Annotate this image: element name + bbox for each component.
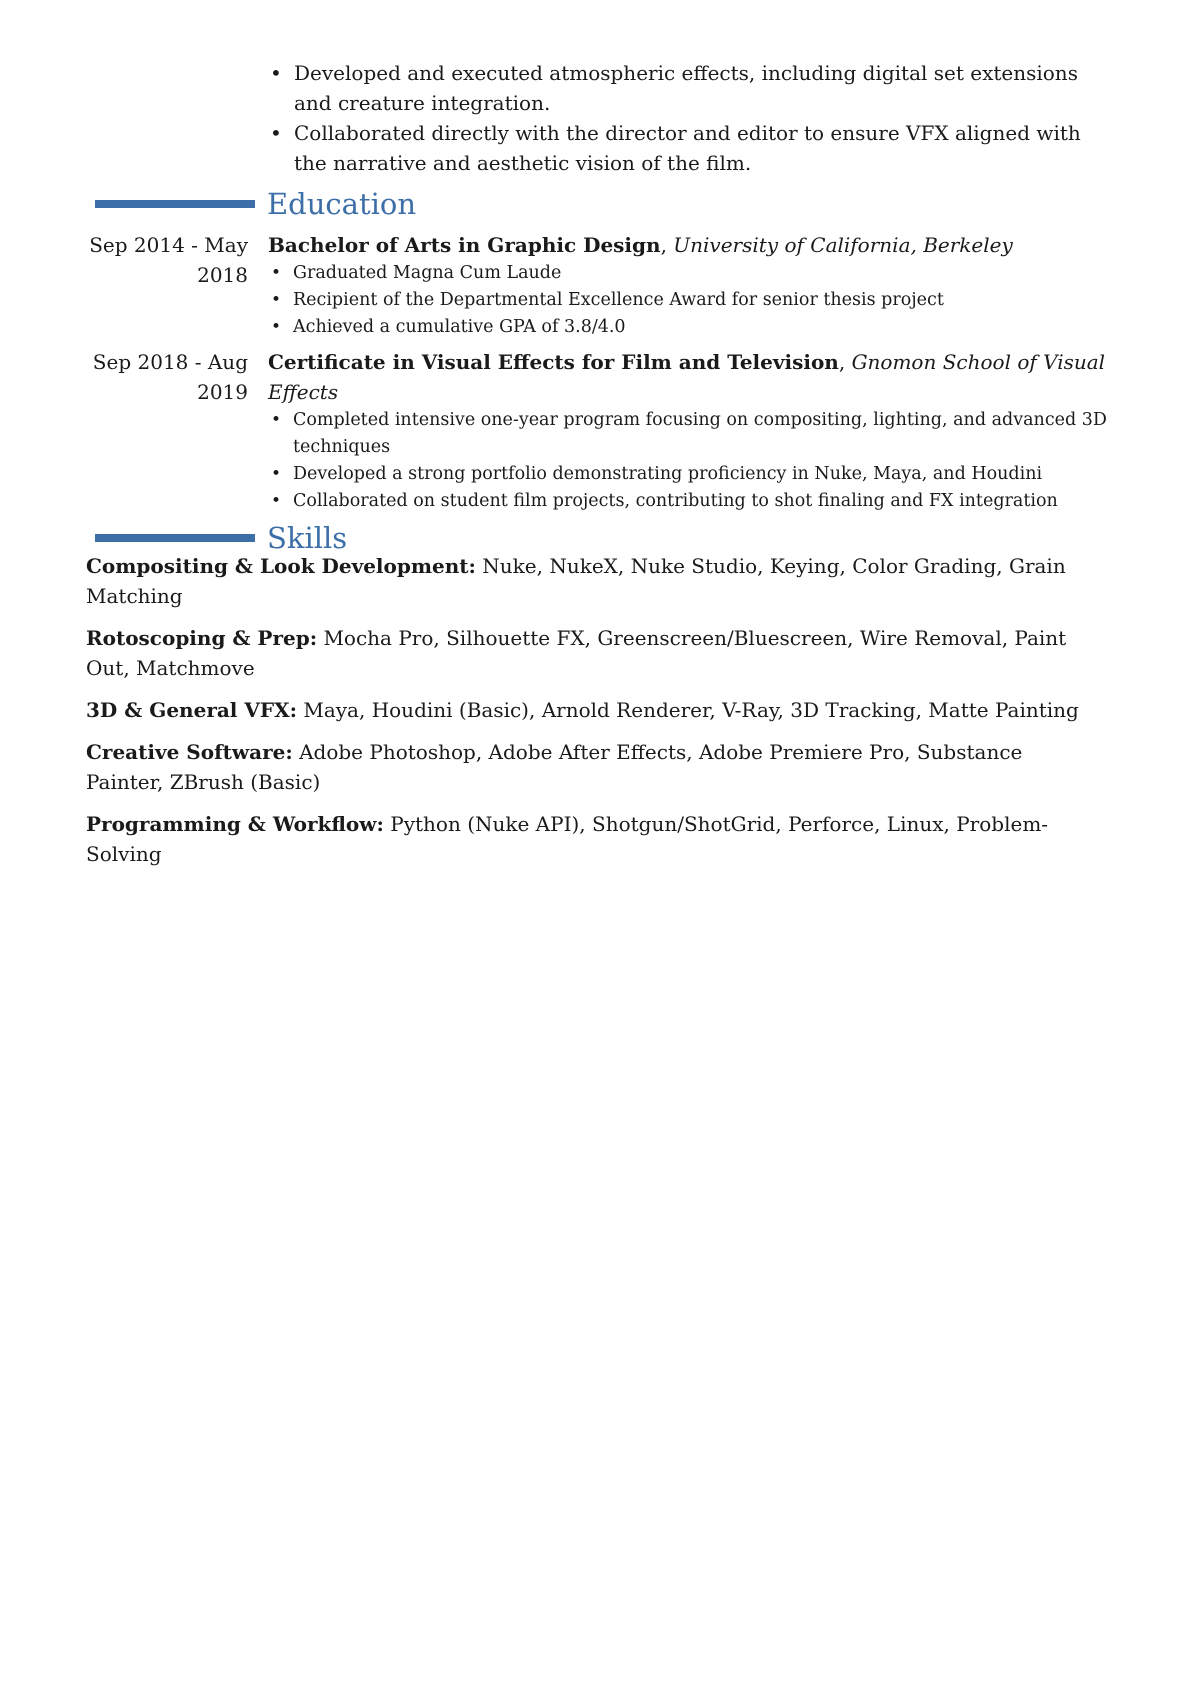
section-rule (95, 534, 255, 542)
education-body (268, 347, 1113, 515)
experience-bullet-list (268, 58, 1108, 178)
education-degree: Certificate in Visual Effects for Film and Television (268, 350, 839, 374)
skill-row (86, 551, 1101, 611)
skills-list (86, 551, 1101, 881)
skill-value: Nuke, NukeX, Nuke Studio, Keying, Color Grading, Grain Matching (86, 554, 1066, 608)
skill-value: Mocha Pro, Silhouette FX, Greenscreen/Bluescreen, Wire Removal, Paint Out, Matchmove (86, 626, 1067, 680)
skill-row (86, 737, 1101, 797)
skill-row (86, 623, 1101, 683)
experience-bullet: • Collaborated directly with the director and editor to ensure VFX aligned with the narrative and aesthetic vision of the film. (268, 118, 1108, 178)
education-school: University of California, Berkeley (673, 233, 1013, 257)
skill-label: Rotoscoping & Prep: (86, 626, 318, 650)
skill-label: 3D & General VFX: (86, 698, 297, 722)
skill-row (86, 695, 1101, 725)
education-bullet: • Achieved a cumulative GPA of 3.8/4.0 (268, 314, 1113, 341)
education-bullet: • Recipient of the Departmental Excellence Award for senior thesis project (268, 287, 1113, 314)
skills-title: Skills (267, 521, 348, 555)
education-bullet-list (268, 260, 1113, 341)
education-section-header (0, 186, 1190, 226)
skill-label: Programming & Workflow: (86, 812, 384, 836)
education-bullet: • Collaborated on student film projects, contributing to shot finaling and FX integration (268, 488, 1113, 515)
education-bullet: • Completed intensive one-year program focusing on compositing, lighting, and advanced 3D techniques (268, 407, 1113, 461)
education-body (268, 230, 1113, 341)
skill-value: Maya, Houdini (Basic), Arnold Renderer, V-Ray, 3D Tracking, Matte Painting (303, 698, 1079, 722)
education-title: Education (267, 187, 417, 221)
experience-bullet: • Developed and executed atmospheric effects, including digital set extensions and creature integration. (268, 58, 1108, 118)
skill-label: Creative Software: (86, 740, 293, 764)
education-degree: Bachelor of Arts in Graphic Design (268, 233, 661, 257)
skill-value: Adobe Photoshop, Adobe After Effects, Adobe Premiere Pro, Substance Painter, ZBrush (Basic) (86, 740, 1023, 794)
education-heading: Certificate in Visual Effects for Film and Television, Gnomon School of Visual Effects (268, 350, 1106, 404)
education-bullet: • Graduated Magna Cum Laude (268, 260, 1113, 287)
education-heading: Bachelor of Arts in Graphic Design, University of California, Berkeley (268, 233, 1013, 257)
education-date: Sep 2018 - Aug 2019 (92, 350, 248, 404)
education-school: Gnomon School of Visual Effects (268, 350, 1106, 404)
skill-value: Python (Nuke API), Shotgun/ShotGrid, Perforce, Linux, Problem-Solving (86, 812, 1049, 866)
education-bullet: • Developed a strong portfolio demonstrating proficiency in Nuke, Maya, and Houdini (268, 461, 1113, 488)
education-date: Sep 2014 - May 2018 (89, 233, 248, 287)
section-rule (95, 200, 255, 208)
skill-label: Compositing & Look Development: (86, 554, 476, 578)
skill-row (86, 809, 1101, 869)
education-bullet-list (268, 407, 1113, 515)
